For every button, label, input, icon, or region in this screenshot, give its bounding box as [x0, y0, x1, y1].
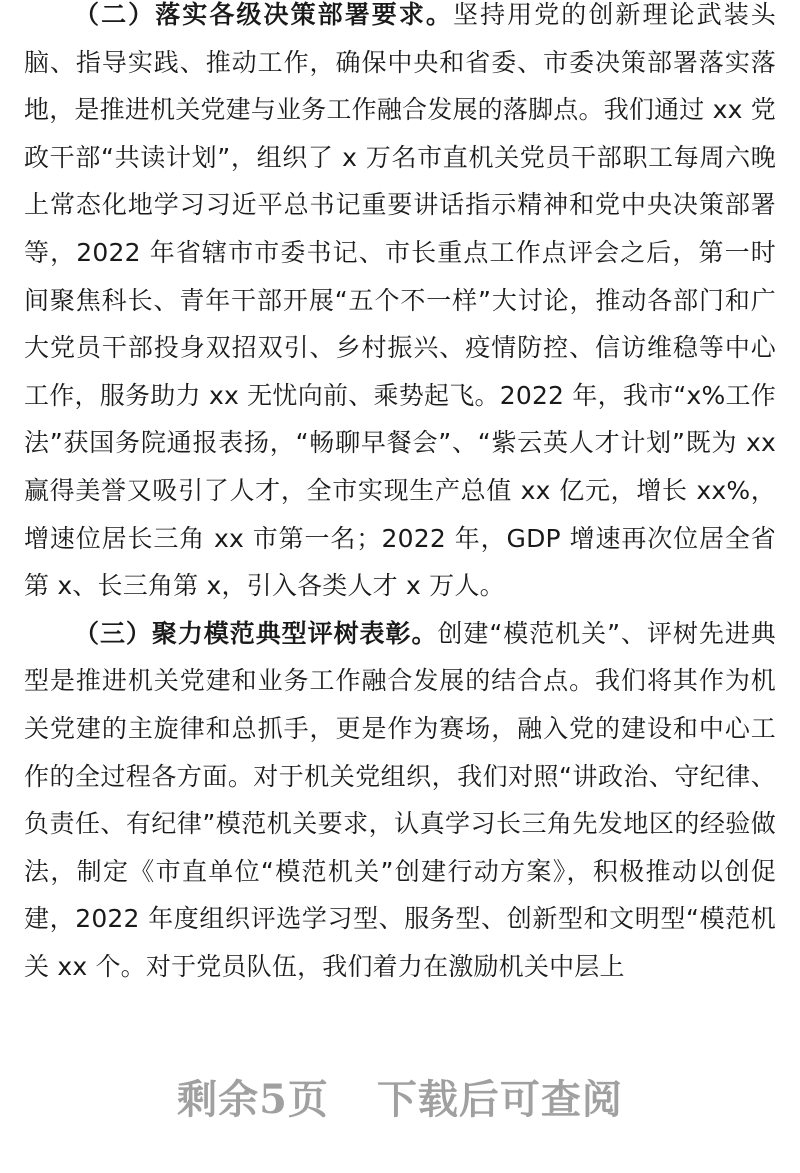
paragraph-3-heading: （三）聚力模范典型评树表彰。 [74, 618, 438, 648]
paragraph-2-heading: （二）落实各级决策部署要求。 [74, 0, 453, 29]
paragraph-2 [24, 0, 776, 610]
preview-limit-banner [0, 1068, 800, 1125]
download-hint-label: 下载后可查阅 [376, 1076, 623, 1123]
paragraph-2-text: 坚持用党的创新理论武装头脑、指导实践、推动工作，确保中央和省委、市委决策部署落实落地，是推进机关党建与业务工作融合发展的落脚点。我们通过 xx 党政干部“共读计划”，组织了 x 万名市直机关党员干部职工每周六晚上常态化地学习习近平总书记重要讲话指示精神和党中央决策部署等，2022 年省辖市市委书记、市长重点工作点评会之后，第一时间聚焦科长、青年干部开展“五个不一样”大讨论，推动各部门和广大党员干部投身双招双引、乡村振兴、疫情防控、信访维稳等中心工作，服务助力 xx 无忧向前、乘势起飞。2022 年，我市“x%工作法”获国务院通报表扬，“畅聊早餐会”、“紫云英人才计划”既为 xx 赢得美誉又吸引了人才，全市实现生产总值 xx 亿元，增长 xx%，增速位居长三角 xx 市第一名；2022 年，GDP 增速再次位居全省第 x、长三角第 x，引入各类人才 x 万人。 [24, 0, 776, 601]
paragraph-3-text: 创建“模范机关”、评树先进典型是推进机关党建和业务工作融合发展的结合点。我们将其作为机关党建的主旋律和总抓手，更是作为赛场，融入党的建设和中心工作的全过程各方面。对于机关党组织，我们对照“讲政治、守纪律、负责任、有纪律”模范机关要求，认真学习长三角先发地区的经验做法，制定《市直单位“模范机关”创建行动方案》，积极推动以创促建，2022 年度组织评选学习型、服务型、创新型和文明型“模范机关 xx 个。对于党员队伍，我们着力在激励机关中层上 [24, 618, 776, 981]
paragraph-3 [24, 610, 776, 991]
document-body [24, 0, 776, 990]
remaining-pages-label: 剩余5页 [177, 1076, 329, 1123]
